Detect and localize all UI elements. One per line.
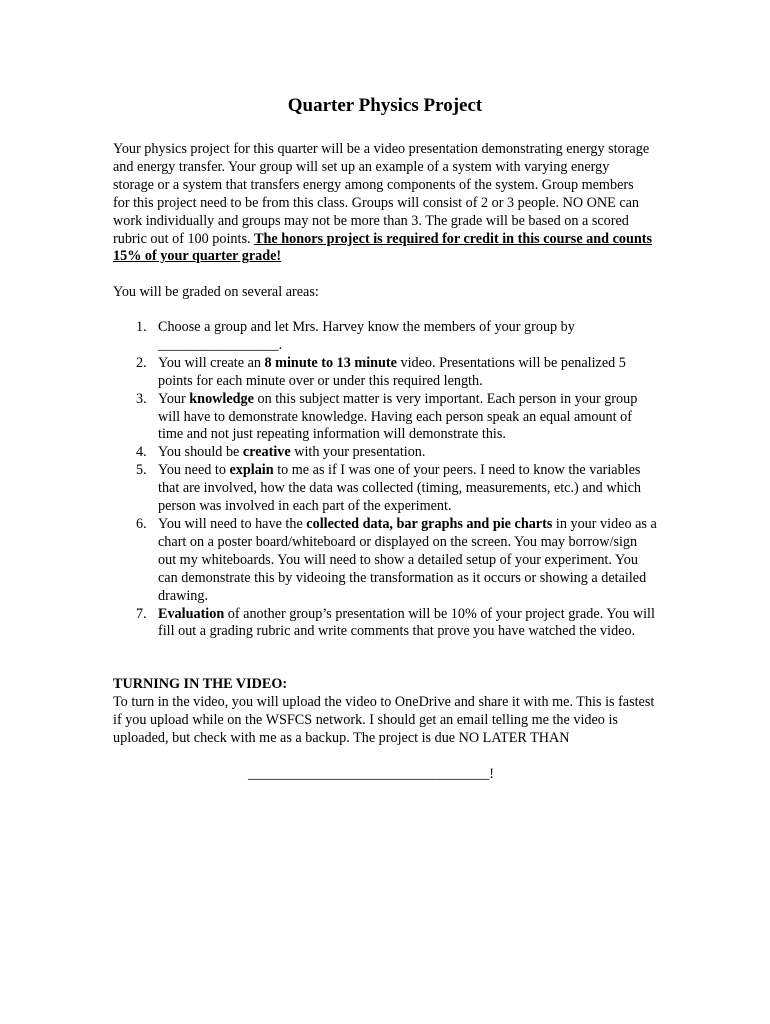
list-item [113,319,658,355]
turn-in-section [113,676,658,748]
list-item-text: You need to [158,462,230,479]
list-item-text: _________________. [158,336,283,353]
graded-intro: You will be graded on several areas: [113,284,319,300]
turn-in-heading: TURNING IN THE VIDEO: [113,676,288,692]
list-item-text: in your video as a chart on a poster board/whiteboard or displayed on the screen. You may borrow/sign out my whiteboards. You will need to show a detailed setup of your experiment. You can demonstrate this by videoing the transformation as it occurs or showing a detailed drawing. [158,515,657,604]
list-item [113,606,658,642]
list-item-text: You will create an [158,354,265,371]
list-item-text: You will need to have the [158,515,307,532]
list-item-number: 6. [136,515,147,532]
deadline-blank: __________________________________! [248,766,494,782]
list-item-number: 2. [136,354,147,371]
page-title: Quarter Physics Project [287,95,483,116]
intro-paragraph [113,141,653,266]
list-item-text: with your presentation. [290,444,426,461]
list-item-text: on this subject matter is very important. Each person in your group will have to demonstrate knowledge. Having each person speak an equal amount of time and not just repeating information will demonstrate this. [158,390,638,443]
list-item [113,444,658,462]
list-item-emphasis: Evaluation [158,605,225,622]
list-item-text: You should be [158,444,243,461]
list-item-emphasis: 8 minute to 13 minute [264,354,397,371]
list-item-text: video. Presentations will be penalized 5 points for each minute over or under this required length. [158,354,626,389]
list-item-number: 5. [136,462,147,479]
list-item-text: of another group’s presentation will be 10% of your project grade. You will fill out a grading rubric and write comments that prove you have watched the video. [158,605,655,640]
honors-note: The honors project is required for credit in this course and counts 15% of your quarter grade! [113,230,652,265]
requirements-list [113,319,658,641]
list-item-number: 4. [136,444,147,461]
list-item-emphasis: knowledge [189,390,254,407]
list-item-number: 1. [136,319,147,335]
list-item [113,391,658,445]
list-item-text: to me as if I was one of your peers. I need to know the variables that are involved, how the data was collected (timing, measurements, etc.) and which person was involved in each part of the experiment. [158,462,641,515]
list-item [113,516,658,606]
intro-text: Your physics project for this quarter will be a video presentation demonstrating energy storage and energy transfer. Your group will set up an example of a system with varying energy storage or a system that transfers energy among components of the system. Group members for this project need to be from this class. Groups will consist of 2 or 3 people. NO ONE can work individually and groups may not be more than 3. The grade will be based on a scored rubric out of 100 points. [113,141,650,247]
list-item-text: Choose a group and let Mrs. Harvey know the members of your group by [158,319,575,335]
list-item-number: 3. [136,390,147,407]
list-item-text: Your [158,390,190,407]
turn-in-text: To turn in the video, you will upload the video to OneDrive and share it with me. This is fastest if you upload while on the WSFCS network. I should get an email telling me the video is uploaded, but check with me as a backup. The project is due NO LATER THAN [113,693,655,746]
list-item-number: 7. [136,605,147,622]
list-item-emphasis: explain [229,462,274,479]
list-item-emphasis: collected data, bar graphs and pie charts [306,515,553,532]
list-item [113,462,658,516]
list-item-emphasis: creative [242,444,291,461]
list-item [113,355,658,391]
